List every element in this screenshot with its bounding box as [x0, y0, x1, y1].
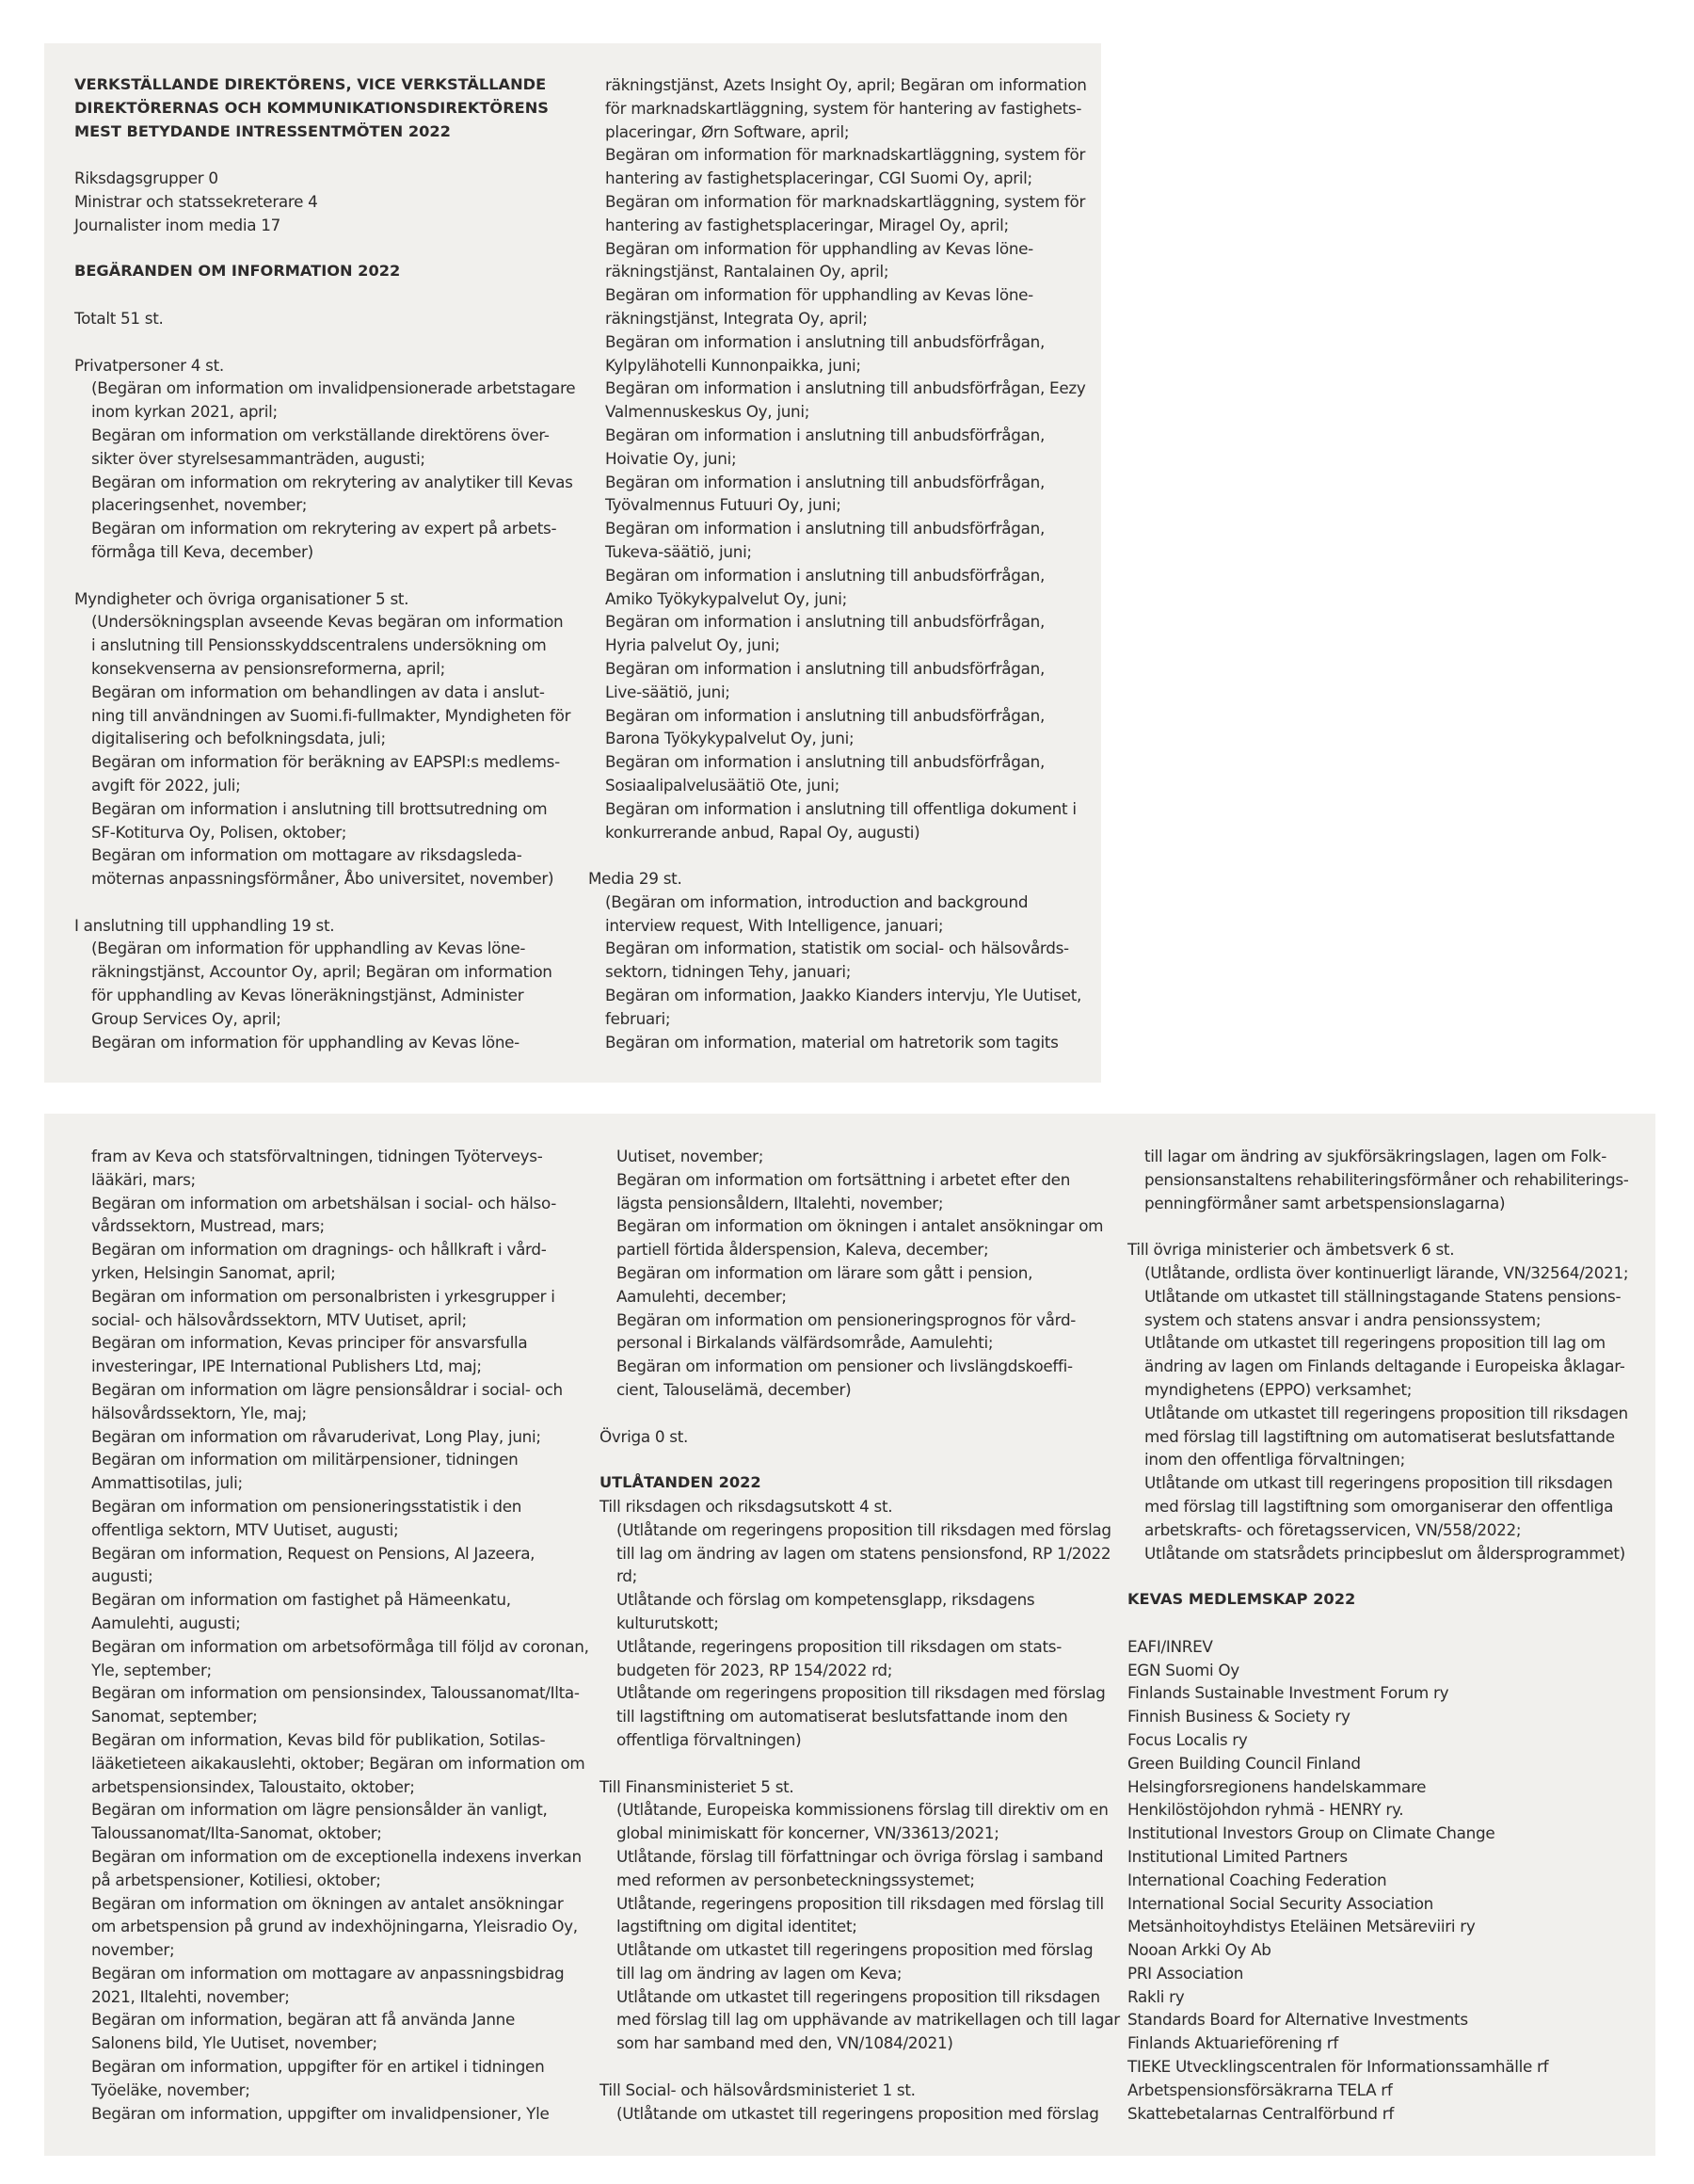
list-item-line: Live-säätiö, juni;	[605, 682, 730, 701]
list-item-line: pensionsanstaltens rehabiliteringsförmåner och rehabiliterings-	[1144, 1169, 1629, 1189]
list-item-line: till lagstiftning om automatiserat beslutsfattande inom den	[616, 1707, 1068, 1726]
text-line: Institutional Investors Group on Climate Change	[1127, 1823, 1495, 1843]
list-item-line: Kylpylähotelli Kunnonpaikka, juni;	[605, 355, 861, 375]
list-item-line: hälsovårdssektorn, Yle, maj;	[91, 1403, 307, 1422]
text-line: Arbetspensionsförsäkrarna TELA rf	[1127, 2080, 1393, 2099]
list-item-line: Begäran om information, uppgifter om invalidpensioner, Yle	[91, 2103, 550, 2123]
list-item-line: med reformen av personbeteckningssystemet;	[616, 1870, 975, 1889]
list-item-line: Begäran om information om fastighet på Hämeenkatu,	[91, 1590, 511, 1610]
list-item-line: Begäran om information om fortsättning i arbetet efter den	[616, 1169, 1071, 1189]
text-line: Finlands Sustainable Investment Forum ry	[1127, 1683, 1449, 1703]
list-item-line: Begäran om information, uppgifter för en artikel i tidningen	[91, 2057, 545, 2077]
list-item-line: Begäran om information om arbetsoförmåga till följd av coronan,	[91, 1636, 589, 1656]
list-item-line: Utlåtande om utkastet till regeringens proposition till lag om	[1144, 1333, 1606, 1353]
text-line: Green Building Council Finland	[1127, 1753, 1361, 1773]
list-item-line: Sosiaalipalvelusäätiö Ote, juni;	[605, 775, 839, 795]
list-item-line: kulturutskott;	[616, 1613, 719, 1632]
text-line: Ministrar och statssekreterare 4	[74, 191, 318, 211]
column-3	[74, 1145, 589, 2125]
list-item-line: Begäran om information för beräkning av EAPSPI:s medlems-	[91, 752, 560, 772]
text-line: Focus Localis ry	[1127, 1729, 1248, 1749]
list-item-line: penningförmåner samt arbetspensionslagarna)	[1144, 1193, 1506, 1212]
list-item-line: Begäran om information om lärare som gått i pension,	[616, 1262, 1033, 1282]
text-line: Institutional Limited Partners	[1127, 1846, 1348, 1866]
text-line: International Social Security Association	[1127, 1893, 1434, 1913]
list-item-line: 2021, Iltalehti, november;	[91, 1986, 290, 2006]
list-item-line: placeringsenhet, november;	[91, 495, 308, 515]
text-line: TIEKE Utvecklingscentralen för Informationssamhälle rf	[1127, 2057, 1549, 2077]
list-item-line: Begäran om information i anslutning till anbudsförfrågan,	[605, 658, 1045, 678]
list-item-line: Begäran om information om behandlingen av data i anslut-	[91, 682, 545, 701]
blank-line	[1127, 1612, 1636, 1635]
text-line: Myndigheter och övriga organisationer 5 st.	[74, 588, 409, 608]
list-item-line: Begäran om information om råvaruderivat, Long Play, juni;	[91, 1426, 541, 1446]
list-item-line: Valmennuskeskus Oy, juni;	[605, 402, 810, 422]
list-item-line: Begäran om information i anslutning till anbudsförfrågan,	[605, 425, 1045, 444]
text-line: International Coaching Federation	[1127, 1870, 1387, 1889]
list-item-line: Begäran om information om rekrytering av analytiker till Kevas	[91, 472, 573, 491]
list-item-line: budgeten för 2023, RP 154/2022 rd;	[616, 1660, 893, 1679]
list-item-line: Begäran om information, Jaakko Kianders intervju, Yle Uutiset,	[605, 986, 1082, 1005]
list-item-line: räkningstjänst, Accountor Oy, april; Begäran om information	[91, 962, 552, 982]
list-item-line: för marknadskartläggning, system för hantering av fastighets-	[605, 98, 1082, 118]
list-item-line: till lag om ändring av lagen om Keva;	[616, 1963, 903, 1983]
text-line: Standards Board for Alternative Investments	[1127, 2010, 1468, 2030]
list-item-line: Yle, september;	[91, 1660, 212, 1679]
list-item-line: avgift för 2022, juli;	[91, 775, 241, 795]
list-item-line: i anslutning till Pensionsskyddscentralens undersökning om	[91, 635, 547, 655]
list-item-line: Begäran om information, Kevas bild för publikation, Sotilas-	[91, 1729, 546, 1749]
text-line: Metsänhoitoyhdistys Eteläinen Metsäreviiri ry	[1127, 1917, 1476, 1936]
list-item-line: Begäran om information om de exceptionella indexens inverkan	[91, 1846, 582, 1866]
list-item-line: Begäran om information, begäran att få använda Janne	[91, 2010, 516, 2030]
list-item-line: investeringar, IPE International Publishers Ltd, maj;	[91, 1357, 482, 1376]
list-item-line: Begäran om information om ökningen i antalet ansökningar om	[616, 1216, 1104, 1236]
list-item-line: fram av Keva och statsförvaltningen, tidningen Työterveys-	[91, 1147, 543, 1165]
list-item-line: Begäran om information för upphandling av Kevas löne-	[605, 238, 1033, 258]
list-item-line: Sanomat, september;	[91, 1707, 258, 1726]
list-item-line: Työvalmennus Futuuri Oy, juni;	[605, 495, 841, 515]
list-item-line: Utlåtande om utkastet till regeringens proposition till riksdagen	[616, 1986, 1100, 2006]
list-item-line: Begäran om information i anslutning till offentliga dokument i	[605, 798, 1077, 818]
list-item-line: Begäran om information om personalbristen i yrkesgrupper i	[91, 1286, 555, 1306]
text-line: Till övriga ministerier och ämbetsverk 6 st.	[1127, 1240, 1455, 1260]
list-item-line: Begäran om information om mottagare av anpassningsbidrag	[91, 1963, 565, 1983]
list-item-line: Begäran om information om mottagare av riksdagsleda-	[91, 845, 522, 865]
list-item-line: Begäran om information om arbetshälsan i social- och hälso-	[91, 1193, 557, 1212]
list-item-line: Hyria palvelut Oy, juni;	[605, 635, 780, 655]
list-item-line: offentliga förvaltningen)	[616, 1729, 802, 1749]
list-item-line: hantering av fastighetsplaceringar, CGI Suomi Oy, april;	[605, 169, 1032, 188]
text-line: I anslutning till upphandling 19 st.	[74, 915, 335, 935]
list-item-line: inom kyrkan 2021, april;	[91, 402, 278, 422]
text-line: Finnish Business & Society ry	[1127, 1707, 1350, 1726]
list-item-line: Begäran om information om militärpensioner, tidningen	[91, 1450, 519, 1469]
list-item-line: Aamulehti, december;	[616, 1286, 787, 1306]
list-item-line: system och statens ansvar i andra pensionssystem;	[1144, 1309, 1542, 1329]
list-item-line: (Begäran om information för upphandling av Kevas löne-	[91, 939, 526, 958]
list-item-line: offentliga sektorn, MTV Uutiset, augusti;	[91, 1519, 399, 1539]
list-item-line: Begäran om information i anslutning till anbudsförfrågan,	[605, 565, 1045, 585]
list-item-line: (Begäran om information om invalidpensionerade arbetstagare	[91, 378, 576, 398]
list-item-line: för upphandling av Kevas löneräkningstjänst, Administer	[91, 986, 524, 1005]
list-item-line: februari;	[605, 1008, 671, 1028]
section-heading: UTLÅTANDEN 2022	[599, 1473, 761, 1492]
list-item-line: Utlåtande om regeringens proposition till riksdagen med förslag	[616, 1683, 1106, 1703]
blank-line	[588, 843, 1096, 867]
blank-line	[1127, 1565, 1636, 1588]
list-item-line: Begäran om information om pensioner och livslängdskoeffi-	[616, 1357, 1073, 1376]
list-item-line: Utlåtande, regeringens proposition till riksdagen om stats-	[616, 1636, 1062, 1656]
list-item-line: Utlåtande om statsrådets principbeslut om åldersprogrammet)	[1144, 1543, 1625, 1563]
text-line: EAFI/INREV	[1127, 1636, 1213, 1656]
text-line: Nooan Arkki Oy Ab	[1127, 1940, 1271, 1960]
list-item-line: Utlåtande om utkastet till regeringens proposition med förslag	[616, 1940, 1094, 1960]
list-item-line: Begäran om information i anslutning till anbudsförfrågan,	[605, 752, 1045, 772]
list-item-line: rd;	[616, 1566, 638, 1586]
list-item-line: Salonens bild, Yle Uutiset, november;	[91, 2033, 377, 2053]
list-item-line: med förslag till lagstiftning som omorganiserar den offentliga	[1144, 1496, 1614, 1516]
list-item-line: placeringar, Ørn Software, april;	[605, 121, 850, 141]
section-heading: MEST BETYDANDE INTRESSENTMÖTEN 2022	[74, 121, 451, 140]
list-item-line: Ammattisotilas, juli;	[91, 1473, 243, 1493]
list-item-line: Begäran om information i anslutning till anbudsförfrågan,	[605, 331, 1045, 351]
list-item-line: om arbetspension på grund av indexhöjningarna, Yleisradio Oy,	[91, 1917, 578, 1936]
list-item-line: Hoivatie Oy, juni;	[605, 448, 737, 468]
text-line: Henkilöstöjohdon ryhmä - HENRY ry.	[1127, 1800, 1404, 1820]
list-item-line: räkningstjänst, Azets Insight Oy, april; Begäran om information	[605, 75, 1087, 94]
list-item-line: ning till användningen av Suomi.fi-fullmakter, Myndigheten för	[91, 705, 571, 725]
list-item-line: på arbetspensioner, Kotiliesi, oktober;	[91, 1870, 381, 1889]
text-line: Till Social- och hälsovårdsministeriet 1 st.	[599, 2080, 916, 2099]
list-item-line: lagstiftning om digital identitet;	[616, 1917, 857, 1936]
bottom-text-panel	[44, 1114, 1655, 2156]
text-line: Rakli ry	[1127, 1986, 1185, 2006]
blank-line	[74, 283, 564, 307]
list-item-line: (Utlåtande, Europeiska kommissionens förslag till direktiv om en	[616, 1800, 1109, 1820]
text-line: Media 29 st.	[588, 869, 682, 889]
list-item-line: till lagar om ändring av sjukförsäkringslagen, lagen om Folk-	[1144, 1147, 1606, 1165]
list-item-line: räkningstjänst, Rantalainen Oy, april;	[605, 262, 889, 281]
list-item-line: Begäran om information om rekrytering av expert på arbets-	[91, 519, 557, 538]
list-item-line: interview request, With Intelligence, januari;	[605, 915, 944, 935]
list-item-line: Begäran om information om dragnings- och hållkraft i vård-	[91, 1240, 547, 1260]
blank-line	[599, 1402, 1108, 1425]
text-line: Övriga 0 st.	[599, 1426, 689, 1446]
list-item-line: sektorn, tidningen Tehy, januari;	[605, 962, 852, 982]
section-heading: DIREKTÖRERNAS OCH KOMMUNIKATIONSDIREKTÖRENS	[74, 98, 549, 117]
list-item-line: som har samband med den, VN/1084/2021)	[616, 2033, 953, 2053]
list-item-line: Utlåtande och förslag om kompetensglapp, riksdagens	[616, 1590, 1035, 1610]
list-item-line: cient, Talouselämä, december)	[616, 1379, 852, 1399]
text-line: Totalt 51 st.	[74, 308, 164, 328]
list-item-line: möternas anpassningsförmåner, Åbo universitet, november)	[91, 869, 554, 889]
list-item-line: myndighetens (EPPO) verksamhet;	[1144, 1379, 1413, 1399]
list-item-line: (Utlåtande om utkastet till regeringens proposition med förslag	[616, 2103, 1099, 2123]
list-item-line: november;	[91, 1940, 175, 1960]
list-item-line: augusti;	[91, 1566, 153, 1586]
list-item-line: Työeläke, november;	[91, 2080, 250, 2099]
list-item-line: personal i Birkalands välfärdsområde, Aamulehti;	[616, 1333, 994, 1353]
list-item-line: Aamulehti, augusti;	[91, 1613, 241, 1632]
list-item-line: Begäran om information, statistik om social- och hälsovårds-	[605, 939, 1069, 958]
list-item-line: yrken, Helsingin Sanomat, april;	[91, 1262, 336, 1282]
text-line: Finlands Aktuarieförening rf	[1127, 2033, 1338, 2053]
list-item-line: (Utlåtande om regeringens proposition till riksdagen med förslag	[616, 1519, 1111, 1539]
text-line: Journalister inom media 17	[74, 215, 280, 234]
list-item-line: Utlåtande om utkast till regeringens proposition till riksdagen	[1144, 1473, 1613, 1493]
column-1	[74, 73, 576, 1053]
text-line: PRI Association	[1127, 1963, 1244, 1983]
list-item-line: arbetspensionsindex, Taloustaito, oktober;	[91, 1776, 415, 1796]
list-item-line: med förslag till lagstiftning om automatiserat beslutsfattande	[1144, 1426, 1615, 1446]
blank-line	[74, 564, 564, 587]
list-item-line: konkurrerande anbud, Rapal Oy, augusti)	[605, 822, 920, 842]
list-item-line: sikter över styrelsesammanträden, augusti;	[91, 448, 425, 468]
list-item-line: inom den offentliga förvaltningen;	[1144, 1450, 1405, 1469]
list-item-line: hantering av fastighetsplaceringar, Miragel Oy, april;	[605, 215, 1009, 234]
list-item-line: Begäran om information för marknadskartläggning, system för	[605, 191, 1086, 211]
blank-line	[74, 143, 564, 167]
list-item-line: Begäran om information om lägre pensionsåldrar i social- och	[91, 1379, 563, 1399]
text-line: Till riksdagen och riksdagsutskott 4 st.	[599, 1496, 893, 1516]
list-item-line: social- och hälsovårdssektorn, MTV Uutiset, april;	[91, 1309, 467, 1329]
list-item-line: Begäran om information i anslutning till anbudsförfrågan,	[605, 472, 1045, 491]
list-item-line: konsekvenserna av pensionsreformerna, april;	[91, 658, 445, 678]
blank-line	[74, 330, 564, 354]
list-item-line: Utlåtande om utkastet till regeringens proposition till riksdagen	[1144, 1403, 1628, 1422]
list-item-line: Begäran om information i anslutning till anbudsförfrågan,	[605, 612, 1045, 632]
list-item-line: Taloussanomat/Ilta-Sanomat, oktober;	[91, 1823, 382, 1843]
list-item-line: Begäran om information om ökningen av antalet ansökningar	[91, 1893, 564, 1913]
list-item-line: partiell förtida ålderspension, Kaleva, december;	[616, 1240, 989, 1260]
text-line: Riksdagsgrupper 0	[74, 169, 218, 188]
list-item-line: ändring av lagen om Finlands deltagande i Europeiska åklagar-	[1144, 1357, 1625, 1376]
text-line: Skattebetalarnas Centralförbund rf	[1127, 2103, 1394, 2123]
blank-line	[74, 891, 564, 914]
list-item-line: Begäran om information i anslutning till anbudsförfrågan, Eezy	[605, 378, 1086, 398]
list-item-line: räkningstjänst, Integrata Oy, april;	[605, 308, 868, 328]
text-line: Privatpersoner 4 st.	[74, 355, 224, 375]
column-5	[1127, 1145, 1636, 2125]
top-text-panel	[44, 43, 1101, 1083]
list-item-line: Tukeva-säätiö, juni;	[605, 541, 752, 561]
column-4	[599, 1145, 1120, 2125]
text-line: EGN Suomi Oy	[1127, 1660, 1239, 1679]
list-item-line: (Undersökningsplan avseende Kevas begäran om information	[91, 612, 564, 632]
list-item-line: (Utlåtande, ordlista över kontinuerligt lärande, VN/32564/2021;	[1144, 1262, 1629, 1282]
list-item-line: Begäran om information för upphandling av Kevas löne-	[91, 1032, 519, 1052]
section-heading: VERKSTÄLLANDE DIREKTÖRENS, VICE VERKSTÄLLANDE	[74, 75, 547, 93]
blank-line	[599, 2055, 1108, 2079]
list-item-line: Begäran om information om pensionsindex, Taloussanomat/Ilta-	[91, 1683, 580, 1703]
list-item-line: Begäran om information, Kevas principer för ansvarsfulla	[91, 1333, 528, 1353]
blank-line	[599, 1752, 1108, 1775]
list-item-line: vårdssektorn, Mustread, mars;	[91, 1216, 325, 1236]
blank-line	[599, 1448, 1108, 1471]
list-item-line: SF-Kotiturva Oy, Polisen, oktober;	[91, 822, 347, 842]
list-item-line: Begäran om information i anslutning till brottsutredning om	[91, 798, 548, 818]
list-item-line: Begäran om information om verkställande direktörens över-	[91, 425, 550, 444]
list-item-line: Barona Työkykypalvelut Oy, juni;	[605, 729, 855, 748]
list-item-line: förmåga till Keva, december)	[91, 541, 313, 561]
list-item-line: Begäran om information i anslutning till anbudsförfrågan,	[605, 519, 1045, 538]
list-item-line: Begäran om information för marknadskartläggning, system för	[605, 145, 1086, 165]
list-item-line: med förslag till lag om upphävande av matrikellagen och till lagar	[616, 2010, 1120, 2030]
blank-line	[1127, 1214, 1636, 1238]
list-item-line: Utlåtande om utkastet till ställningstagande Statens pensions-	[1144, 1286, 1622, 1306]
list-item-line: global minimiskatt för koncerner, VN/33613/2021;	[616, 1823, 999, 1843]
section-heading: KEVAS MEDLEMSKAP 2022	[1127, 1590, 1356, 1609]
list-item-line: Amiko Työkykypalvelut Oy, juni;	[605, 588, 847, 608]
list-item-line: Begäran om information om lägre pensionsålder än vanligt,	[91, 1800, 548, 1820]
list-item-line: Utlåtande, regeringens proposition till riksdagen med förslag till	[616, 1893, 1104, 1913]
blank-line	[74, 237, 564, 261]
list-item-line: digitalisering och befolkningsdata, juli;	[91, 729, 386, 748]
list-item-line: arbetskrafts- och företagsservicen, VN/558/2022;	[1144, 1519, 1522, 1539]
list-item-line: lääkäri, mars;	[91, 1169, 196, 1189]
list-item-line: Uutiset, november;	[616, 1147, 764, 1165]
text-line: Helsingforsregionens handelskammare	[1127, 1776, 1427, 1796]
list-item-line: Begäran om information, Request on Pensions, Al Jazeera,	[91, 1543, 535, 1563]
section-heading: BEGÄRANDEN OM INFORMATION 2022	[74, 262, 401, 281]
list-item-line: Begäran om information för upphandling av Kevas löne-	[605, 285, 1033, 305]
list-item-line: till lag om ändring av lagen om statens pensionsfond, RP 1/2022	[616, 1543, 1111, 1563]
column-2	[588, 73, 1096, 1053]
list-item-line: (Begäran om information, introduction and background	[605, 891, 1029, 911]
list-item-line: lääketieteen aikakauslehti, oktober; Begäran om information om	[91, 1753, 585, 1773]
list-item-line: Begäran om information om pensioneringsprognos för vård-	[616, 1309, 1077, 1329]
list-item-line: Utlåtande, förslag till författningar och övriga förslag i samband	[616, 1846, 1104, 1866]
list-item-line: lägsta pensionsåldern, Iltalehti, november;	[616, 1193, 944, 1212]
text-line: Till Finansministeriet 5 st.	[599, 1776, 794, 1796]
list-item-line: Group Services Oy, april;	[91, 1008, 281, 1028]
list-item-line: Begäran om information, material om hatretorik som tagits	[605, 1032, 1059, 1052]
list-item-line: Begäran om information om pensioneringsstatistik i den	[91, 1496, 522, 1516]
list-item-line: Begäran om information i anslutning till anbudsförfrågan,	[605, 705, 1045, 725]
